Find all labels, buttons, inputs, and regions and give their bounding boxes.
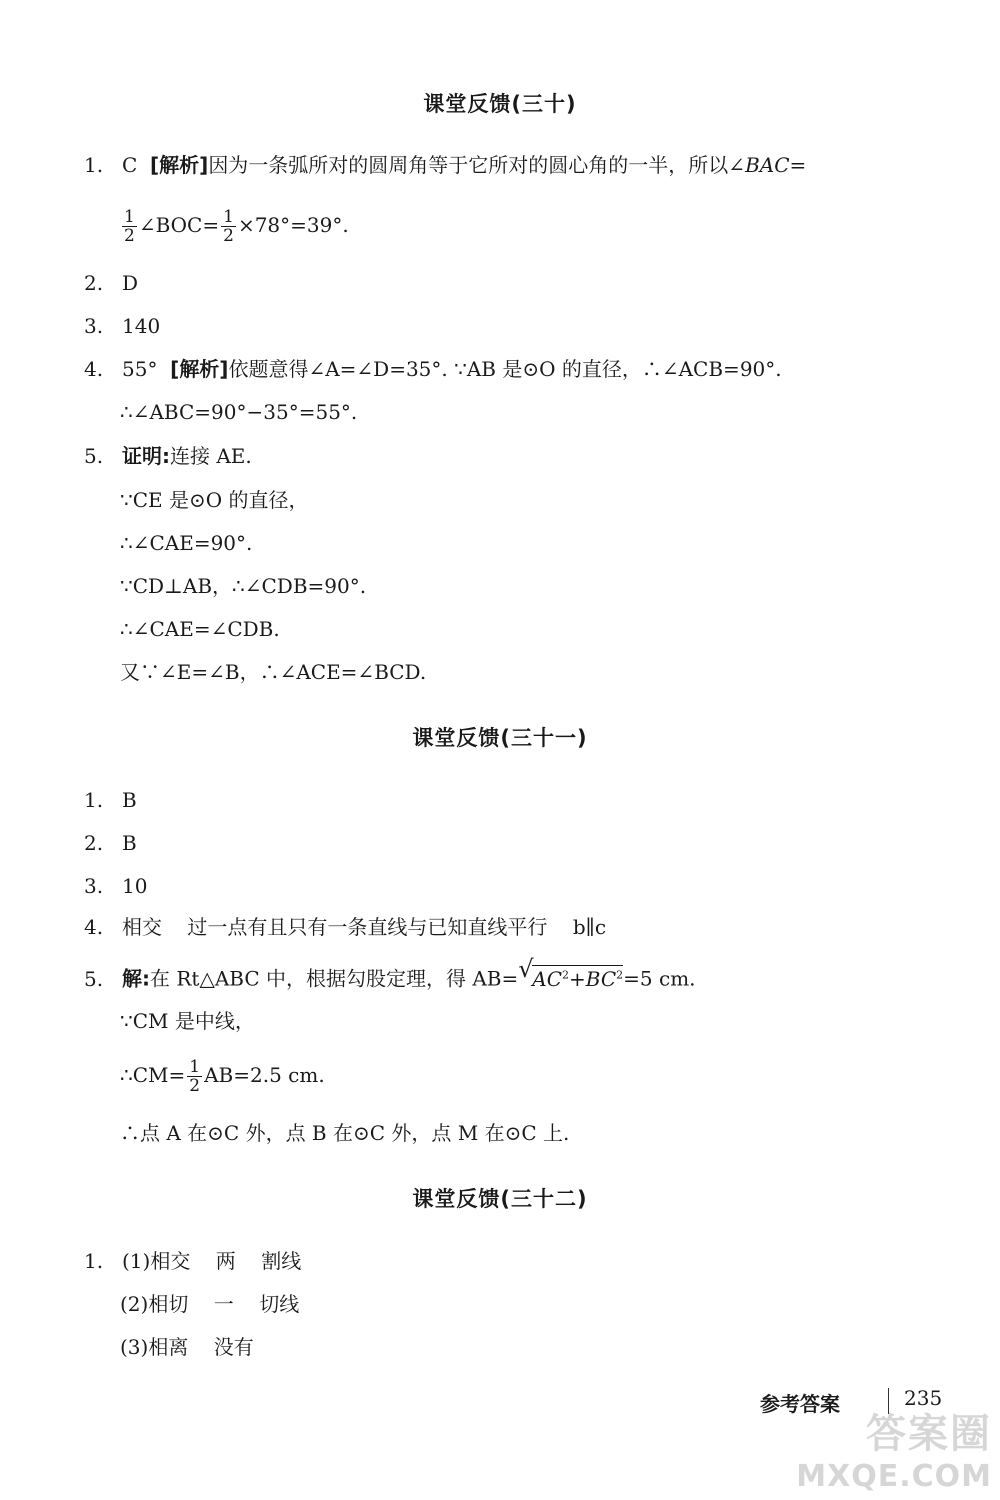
angle-label: BAC — [745, 153, 790, 177]
analysis-tag: [解析] — [170, 357, 229, 381]
watermark-text-en: MXQE.COM — [796, 1459, 992, 1494]
footer-label: 参考答案 — [760, 1392, 840, 1416]
proof-line: 又∵∠E=∠B，∴∠ACE=∠BCD. — [120, 660, 427, 684]
proof-line: ∵CD⊥AB，∴∠CDB=90°. — [120, 574, 367, 598]
watermark-logo — [796, 1402, 992, 1494]
answer-1: 1. (1)相交 两 割线 — [84, 1249, 302, 1273]
answer-line: (3)相离 没有 — [120, 1335, 254, 1359]
proof-label: 证明: — [122, 444, 170, 468]
proof-line: ∴∠CAE=∠CDB. — [120, 617, 280, 641]
answer-1: 1. B — [84, 788, 137, 812]
answer-1-continued: $\frac{1}{2}$ ∠BOC= $\frac{1}{2}$ ×78°=39°. — [124, 207, 349, 246]
equals-sign: = — [789, 153, 807, 177]
answer-2: 2. B — [84, 831, 137, 855]
watermark-text-cn: 答案圈 — [866, 1411, 992, 1457]
page-number: 235 — [904, 1386, 943, 1410]
analysis-tag: [解析] — [150, 153, 209, 177]
section-title-32: 课堂反馈(三十二) — [412, 1187, 588, 1211]
fraction: $\frac{1}{2}$ — [124, 207, 135, 246]
answer-3: 3. 140 — [84, 314, 161, 338]
answer-5: 5. 解:在 Rt△ABC 中，根据勾股定理，得 AB= √ $AC^2+BC^2=5$ cm. — [84, 960, 696, 994]
fraction: $\frac{1}{2}$ — [189, 1057, 201, 1096]
square-root: √ $AC^2+BC^2$ — [518, 955, 624, 991]
solution-label: 解: — [122, 966, 150, 991]
answer-choice: C — [122, 153, 138, 177]
section-title-30: 课堂反馈(三十) — [423, 92, 577, 116]
answer-4-continued: ∴∠ABC=90°−35°=55°. — [120, 400, 358, 424]
answer-3: 3. 10 — [84, 874, 148, 898]
answer-number: 1. — [84, 153, 104, 177]
fraction: $\frac{1}{2}$ — [223, 207, 234, 246]
answer-line: (2)相切 一 切线 — [120, 1292, 300, 1316]
answer-4: 4. 55° [解析]依题意得∠A=∠D=35°. ∵AB 是⊙O 的直径，∴∠ACB=90°. — [84, 357, 782, 381]
answer-4: 4. 相交 过一点有且只有一条直线与已知直线平行 b∥c — [84, 915, 607, 939]
proof-line: ∴∠CAE=90°. — [120, 531, 253, 555]
solution-line: ∴点 A 在⊙C 外，点 B 在⊙C 外，点 M 在⊙C 上. — [120, 1121, 570, 1145]
solution-line: ∴CM= $\frac{1}{2}$ AB=2.5 cm. — [120, 1057, 325, 1096]
proof-line: ∵CE 是⊙O 的直径， — [120, 488, 309, 512]
answer-1 — [84, 150, 806, 180]
answer-5: 5. 证明:连接 AE. — [84, 444, 252, 468]
section-title-31: 课堂反馈(三十一) — [412, 726, 588, 750]
analysis-text: 因为一条弧所对的圆周角等于它所对的圆心角的一半，所以∠ — [208, 153, 746, 177]
answer-2: 2. D — [84, 271, 139, 295]
solution-line: ∵CM 是中线， — [120, 1009, 255, 1033]
